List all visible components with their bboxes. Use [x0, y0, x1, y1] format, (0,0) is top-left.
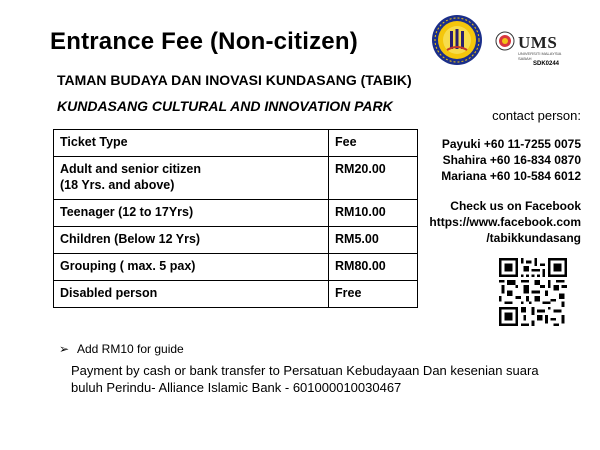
header-fee: Fee	[329, 130, 418, 157]
table-row	[54, 281, 418, 308]
guide-note	[59, 342, 184, 356]
table-row	[54, 200, 418, 227]
ticket-type-label: Adult and senior citizen	[60, 162, 201, 176]
contact-person: Shahira +60 16-834 0870	[442, 153, 581, 167]
fee-cell: Free	[329, 281, 418, 308]
payment-line: Payment by cash or bank transfer to Persatuan Kebudayaan Dan kesenian suara	[71, 363, 539, 378]
payment-line: buluh Perindu- Alliance Islamic Bank - 601000010030467	[71, 380, 402, 395]
table-row	[54, 254, 418, 281]
contact-person: Mariana +60 10-584 6012	[441, 169, 581, 183]
ticket-type-cell: Disabled person	[54, 281, 329, 308]
fee-cell: RM80.00	[329, 254, 418, 281]
table-row	[54, 227, 418, 254]
ums-code: SDK0244	[533, 61, 560, 67]
association-seal-icon	[431, 14, 483, 66]
facebook-url-path[interactable]: /tabikkundasang	[486, 231, 581, 245]
park-name-english: KUNDASANG CULTURAL AND INNOVATION PARK	[57, 98, 393, 114]
park-name-malay: TAMAN BUDAYA DAN INOVASI KUNDASANG (TABIK)	[57, 72, 412, 88]
ticket-type-cell	[54, 157, 329, 200]
qr-code-icon	[499, 258, 567, 326]
contact-section	[429, 108, 581, 246]
payment-info	[71, 362, 551, 396]
facebook-info	[429, 198, 581, 246]
fee-table	[53, 129, 418, 308]
ticket-type-cell: Teenager (12 to 17Yrs)	[54, 200, 329, 227]
header-ticket-type: Ticket Type	[54, 130, 329, 157]
arrow-bullet-icon: ➢	[59, 342, 70, 356]
fee-cell: RM5.00	[329, 227, 418, 254]
fee-cell: RM20.00	[329, 157, 418, 200]
page-title: Entrance Fee (Non-citizen)	[50, 28, 358, 55]
table-header-row	[54, 130, 418, 157]
ticket-type-cell: Grouping ( max. 5 pax)	[54, 254, 329, 281]
ums-logo-subtext: UNIVERSITI MALAYSIA SABAH	[518, 51, 562, 61]
guide-note-text: Add RM10 for guide	[77, 342, 184, 356]
fee-cell: RM10.00	[329, 200, 418, 227]
ticket-type-cell: Children (Below 12 Yrs)	[54, 227, 329, 254]
facebook-url[interactable]: https://www.facebook.com	[429, 215, 581, 229]
contact-heading: contact person:	[492, 108, 581, 123]
ums-logo-text: UMS	[518, 33, 558, 52]
ticket-type-note: (18 Yrs. and above)	[60, 178, 175, 192]
contact-person: Payuki +60 11-7255 0075	[441, 137, 581, 151]
table-row	[54, 157, 418, 200]
facebook-heading: Check us on Facebook	[450, 199, 581, 213]
